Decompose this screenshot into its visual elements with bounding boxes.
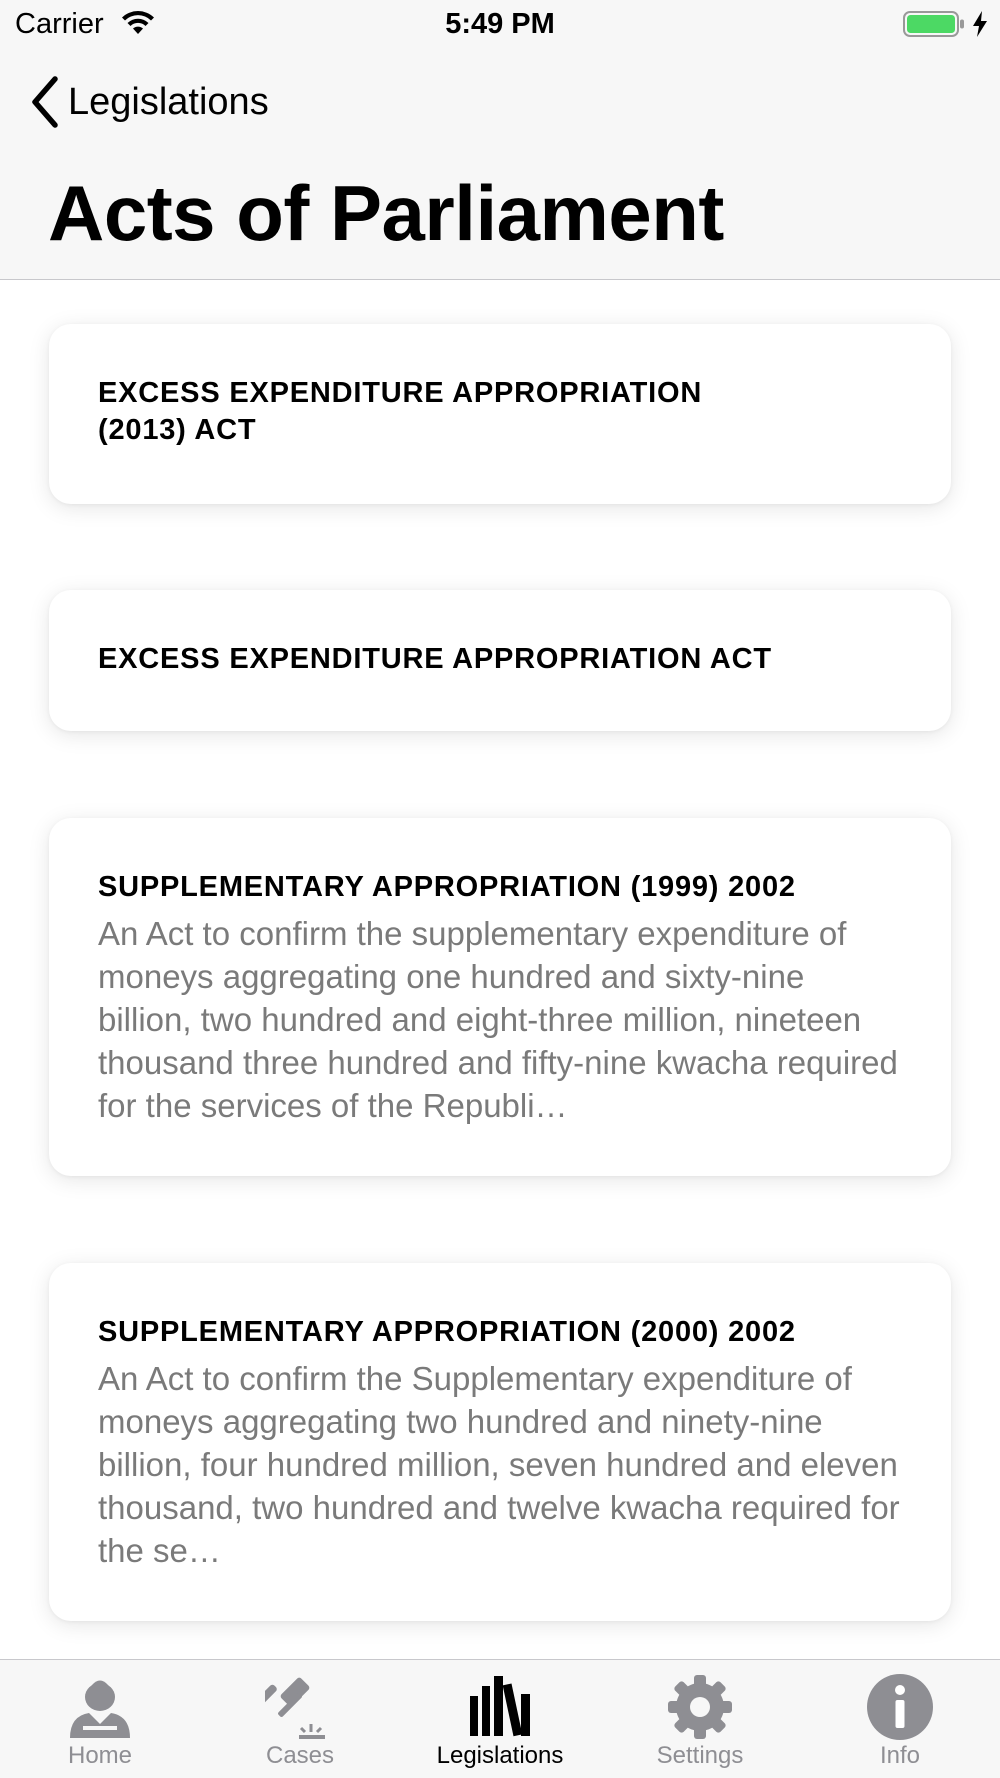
tab-info[interactable] (800, 1660, 1000, 1778)
tab-label: Cases (265, 1742, 335, 1769)
gavel-icon (265, 1672, 335, 1742)
tab-home[interactable] (0, 1660, 200, 1778)
charging-bolt-icon (971, 10, 989, 38)
act-card[interactable] (49, 818, 951, 1176)
act-title (98, 641, 902, 678)
status-time: 5:49 PM (445, 8, 555, 40)
page-title: Acts of Parliament (48, 169, 724, 257)
act-title (98, 375, 902, 449)
tab-label: Info (879, 1742, 921, 1769)
act-card[interactable] (49, 1263, 951, 1621)
navigation-header (0, 50, 1000, 280)
act-card[interactable] (49, 590, 951, 731)
act-card[interactable] (49, 324, 951, 504)
tab-label: Settings (656, 1742, 744, 1769)
back-button-label: Legislations (68, 80, 269, 123)
act-title-line: SUPPLEMENTARY APPROPRIATION (1999) 2002 (98, 871, 796, 903)
tab-settings[interactable] (600, 1660, 800, 1778)
act-title-line: EXCESS EXPENDITURE APPROPRIATION (98, 377, 703, 409)
back-chevron-icon (28, 74, 62, 130)
acts-list[interactable] (0, 281, 1000, 1659)
tab-label: Home (67, 1742, 133, 1769)
tab-cases[interactable] (200, 1660, 400, 1778)
tab-legislations[interactable] (400, 1660, 600, 1778)
back-button[interactable] (28, 74, 269, 130)
battery-icon (903, 11, 965, 37)
books-icon (465, 1672, 535, 1742)
act-title-line: SUPPLEMENTARY APPROPRIATION (2000) 2002 (98, 1316, 796, 1348)
act-description: An Act to confirm the Supplementary expenditure of moneys aggregating two hundred and ninety-nine billion, four hundred million, seven hundred and eleven thousand, two hundred and twelve kwacha required for the se… (98, 1360, 900, 1569)
act-title (98, 869, 902, 906)
status-bar (0, 0, 1000, 50)
act-description: An Act to confirm the supplementary expenditure of moneys aggregating one hundred and sixty-nine billion, two hundred and eight-three million, nineteen thousand three hundred and fifty-nine kwacha required for the services of the Republi… (98, 915, 898, 1124)
info-icon (865, 1672, 935, 1742)
home-icon (65, 1672, 135, 1742)
tab-label: Legislations (436, 1742, 564, 1769)
carrier-label: Carrier (15, 8, 104, 40)
gear-icon (665, 1672, 735, 1742)
act-title-line: EXCESS EXPENDITURE APPROPRIATION ACT (98, 643, 772, 675)
act-title-line: (2013) ACT (98, 414, 257, 446)
tab-bar (0, 1659, 1000, 1778)
act-title (98, 1314, 902, 1351)
